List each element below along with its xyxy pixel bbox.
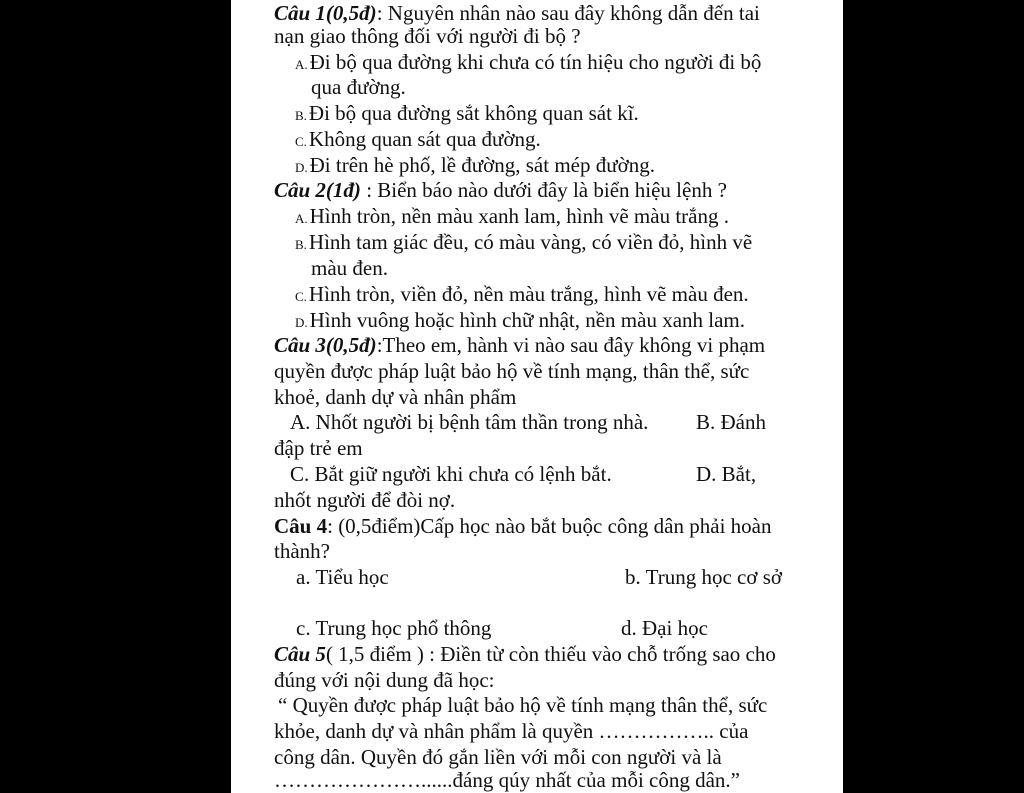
q1-option-c-text: Không quan sát qua đường. <box>308 127 541 151</box>
q1-option-a-letter: A. <box>295 57 308 72</box>
q5-quote-line-2: khỏe, danh dự và nhân phẩm là quyền …………….. của <box>274 719 749 743</box>
q4-option-c: c. Trung học phổ thông <box>296 616 492 640</box>
question-3-line-3: khoẻ, danh dự và nhân phẩm <box>274 385 517 409</box>
q4-option-b: b. Trung học cơ sở <box>625 565 782 589</box>
q1-option-b-letter: B. <box>295 108 307 123</box>
question-4-line-2: thành? <box>274 539 330 563</box>
q3-option-d-cont: nhốt người để đòi nợ. <box>274 488 456 512</box>
q3-option-c: C. Bắt giữ người khi chưa có lệnh bắt. <box>290 462 612 486</box>
question-4-line-1 <box>274 513 771 539</box>
question-1-text: : Nguyên nhân nào sau đây không dẫn đến tai <box>376 1 760 25</box>
q1-option-d-letter: D. <box>295 160 308 175</box>
q2-option-a-text: Hình tròn, nền màu xanh lam, hình vẽ màu trắng . <box>309 204 729 228</box>
q1-option-d-text: Đi trên hè phố, lề đường, sát mép đường. <box>309 153 655 177</box>
question-5-text: ( 1,5 điểm ) : Điền từ còn thiếu vào chỗ trống sao cho <box>325 642 776 666</box>
question-5-line-1 <box>274 641 776 667</box>
q4-option-d: d. Đại học <box>621 616 708 640</box>
q2-option-d <box>295 307 745 333</box>
question-3-line-1 <box>274 332 765 358</box>
q5-quote-line-4: …………………......đáng qúy nhất của mỗi công dân.” <box>274 768 740 792</box>
question-3-line-2: quyền được pháp luật bảo hộ về tính mạng, thân thể, sức <box>274 359 750 383</box>
q1-option-a-cont: qua đường. <box>311 75 406 99</box>
q3-option-a: A. Nhốt người bị bệnh tâm thần trong nhà. <box>290 410 649 434</box>
document-page <box>231 0 843 793</box>
q3-option-b: B. Đánh <box>696 410 766 434</box>
question-4-text: : (0,5điểm)Cấp học nào bắt buộc công dân phải hoàn <box>327 514 772 538</box>
q1-option-c-letter: C. <box>295 134 307 149</box>
q5-quote-line-3: công dân. Quyền đó gắn liền với mỗi con người và là <box>274 745 722 769</box>
q3-option-b-cont: đập trẻ em <box>274 436 363 460</box>
q1-option-b <box>295 100 639 126</box>
question-5-label: Câu 5 <box>274 642 326 666</box>
q4-option-a: a. Tiểu học <box>296 565 389 589</box>
q2-option-b-text: Hình tam giác đều, có màu vàng, có viền đỏ, hình vẽ <box>308 230 753 254</box>
q1-option-a-text: Đi bộ qua đường khi chưa có tín hiệu cho người đi bộ <box>309 50 762 74</box>
q1-option-d <box>295 152 655 178</box>
q1-option-c <box>295 126 541 152</box>
q2-option-a <box>295 203 729 229</box>
q2-option-d-text: Hình vuông hoặc hình chữ nhật, nền màu xanh lam. <box>309 308 746 332</box>
q1-option-b-text: Đi bộ qua đường sắt không quan sát kĩ. <box>308 101 639 125</box>
q2-option-d-letter: D. <box>295 315 308 330</box>
question-1-line-2: nạn giao thông đối với người đi bộ ? <box>274 24 581 48</box>
q2-option-b-letter: B. <box>295 237 307 252</box>
question-2-line-1 <box>274 177 727 203</box>
q2-option-c-letter: C. <box>295 289 307 304</box>
question-2-label: Câu 2(1đ) <box>274 178 361 202</box>
q2-option-a-letter: A. <box>295 211 308 226</box>
q2-option-c <box>295 281 749 307</box>
q2-option-b <box>295 229 752 255</box>
question-3-label: Câu 3(0,5đ) <box>274 333 377 357</box>
question-4-label: Câu 4 <box>274 514 328 538</box>
q2-option-b-cont: màu đen. <box>311 256 388 280</box>
question-5-line-2: đúng với nội dung đã học: <box>274 668 495 692</box>
q1-option-a <box>295 49 761 75</box>
q2-option-c-text: Hình tròn, viền đỏ, nền màu trắng, hình vẽ màu đen. <box>308 282 749 306</box>
q3-option-d: D. Bắt, <box>696 462 757 486</box>
question-3-text: :Theo em, hành vi nào sau đây không vi phạm <box>376 333 766 357</box>
question-2-text: : Biển báo nào dưới đây là biển hiệu lệnh ? <box>360 178 727 202</box>
q5-quote-line-1: “ Quyền được pháp luật bảo hộ về tính mạng thân thể, sức <box>278 693 768 717</box>
question-1-label: Câu 1(0,5đ) <box>274 1 377 25</box>
